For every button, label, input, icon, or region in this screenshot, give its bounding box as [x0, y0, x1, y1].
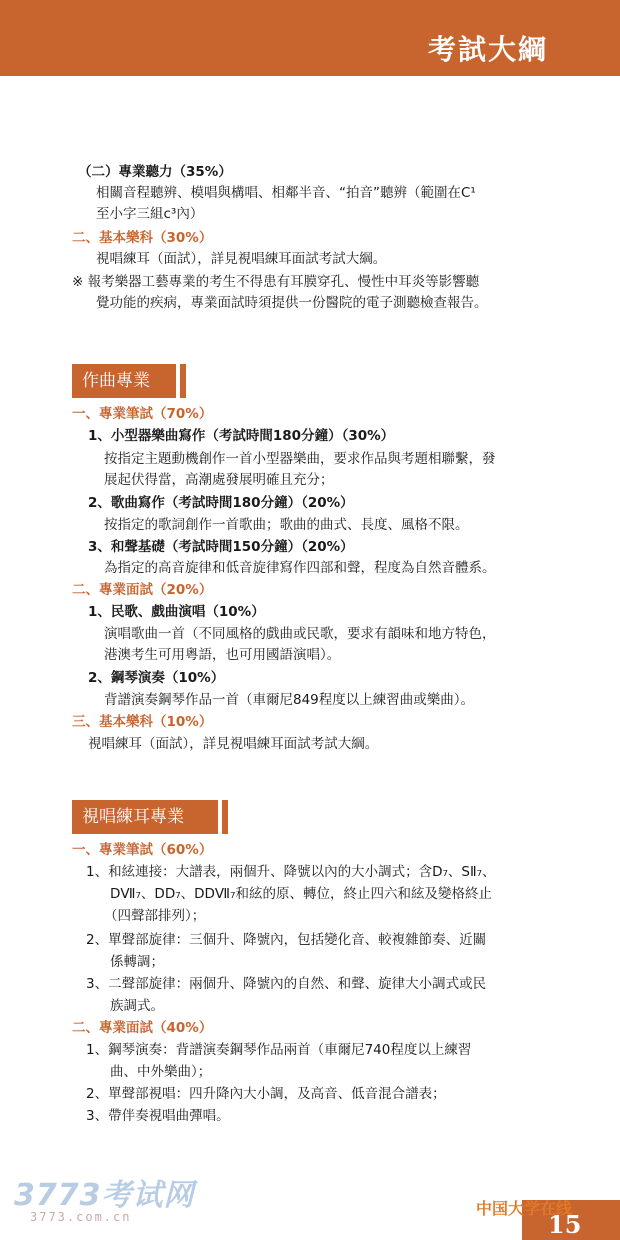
- title-notch-decoration: [222, 800, 228, 834]
- composition-section-title: [72, 364, 176, 398]
- ear-training-body-2: 至小字三組c³內）: [96, 206, 204, 222]
- ear-training-heading: （二）專業聽力（35%）: [78, 164, 232, 180]
- solfege-i1-line1: 1、鋼琴演奏：背譜演奏鋼琴作品兩首（車爾尼740程度以上練習: [86, 1042, 472, 1058]
- comp-item3-heading: 3、和聲基礎（考試時間150分鐘）（20%）: [88, 539, 354, 555]
- note-line-1: ※ 報考樂器工藝專業的考生不得患有耳膜穿孔、慢性中耳炎等影響聽: [72, 274, 480, 290]
- comp-item4-body-2: 港澳考生可用粵語，也可用國語演唱）。: [104, 647, 341, 663]
- header-band: [0, 0, 620, 76]
- page-title: 考試大綱: [427, 33, 548, 66]
- solfege-i2-line1: 2、單聲部視唱：四升降內大小調，及高音、低音混合譜表；: [86, 1086, 446, 1102]
- solfege-w2-line2: 係轉調；: [110, 954, 164, 970]
- comp-item1-heading: 1、小型器樂曲寫作（考試時間180分鐘）（30%）: [88, 428, 395, 444]
- footer-watermark-text: 中国大学在线: [476, 1199, 573, 1218]
- watermark-logo: 3773考试网: [14, 1178, 195, 1213]
- comp-item4-heading: 1、民歌、戲曲演唱（10%）: [88, 604, 265, 620]
- comp-item1-body-1: 按指定主題動機創作一首小型器樂曲，要求作品與考題相聯繫，發: [104, 451, 496, 467]
- comp-basic-body: 視唱練耳（面試），詳見視唱練耳面試考試大綱。: [88, 736, 379, 752]
- composition-title-text: 作曲專業: [82, 371, 150, 391]
- comp-item3-body: 為指定的高音旋律和低音旋律寫作四部和聲，程度為自然音體系。: [104, 560, 496, 576]
- solfege-i1-line2: 曲、中外樂曲）；: [110, 1064, 212, 1080]
- comp-written-heading: 一、專業筆試（70%）: [72, 406, 213, 422]
- comp-item4-body-1: 演唱歌曲一首（不同風格的戲曲或民歌，要求有韻味和地方特色，: [104, 626, 496, 642]
- solfege-i3-line1: 3、帶伴奏視唱曲彈唱。: [86, 1108, 230, 1124]
- comp-basic-heading: 三、基本樂科（10%）: [72, 714, 213, 730]
- comp-item1-body-2: 展起伏得當，高潮處發展明確且充分；: [104, 472, 334, 488]
- solfege-w3-line1: 3、二聲部旋律：兩個升、降號內的自然、和聲、旋律大小調式或民: [86, 976, 487, 992]
- comp-item5-body: 背譜演奏鋼琴作品一首（車爾尼849程度以上練習曲或樂曲）。: [104, 692, 475, 708]
- basic-theory-body: 視唱練耳（面試），詳見視唱練耳面試考試大綱。: [96, 251, 387, 267]
- title-notch-decoration: [180, 364, 186, 398]
- basic-theory-heading: 二、基本樂科（30%）: [72, 230, 213, 246]
- comp-item5-heading: 2、鋼琴演奏（10%）: [88, 670, 225, 686]
- solfege-section-title: [72, 800, 218, 834]
- comp-item2-body: 按指定的歌詞創作一首歌曲；歌曲的曲式、長度、風格不限。: [104, 517, 469, 533]
- solfege-w3-line2: 族調式。: [110, 998, 164, 1014]
- note-line-2: 覺功能的疾病，專業面試時須提供一份醫院的電子測聽檢查報告。: [96, 295, 488, 311]
- ear-training-body-1: 相關音程聽辨、模唱與構唱、相鄰半音、“拍音”聽辨（範圍在C¹: [96, 185, 476, 201]
- solfege-title-text: 視唱練耳專業: [82, 807, 184, 827]
- comp-interview-heading: 二、專業面試（20%）: [72, 582, 213, 598]
- solfege-w1-line2: DⅦ₇、DD₇、DDⅦ₇和絃的原、轉位，終止四六和絃及變格終止: [110, 886, 492, 902]
- watermark-url: 3773.com.cn: [30, 1210, 132, 1224]
- solfege-w1-line3: （四聲部排列）；: [104, 908, 206, 924]
- page-number: 15: [548, 1210, 582, 1239]
- solfege-w1-line1: 1、和絃連接：大譜表，兩個升、降號以內的大小調式；含D₇、SⅡ₇、: [86, 864, 496, 880]
- solfege-interview-heading: 二、專業面試（40%）: [72, 1020, 213, 1036]
- solfege-written-heading: 一、專業筆試（60%）: [72, 842, 213, 858]
- comp-item2-heading: 2、歌曲寫作（考試時間180分鐘）（20%）: [88, 495, 354, 511]
- solfege-w2-line1: 2、單聲部旋律：三個升、降號內，包括變化音、較複雜節奏、近關: [86, 932, 487, 948]
